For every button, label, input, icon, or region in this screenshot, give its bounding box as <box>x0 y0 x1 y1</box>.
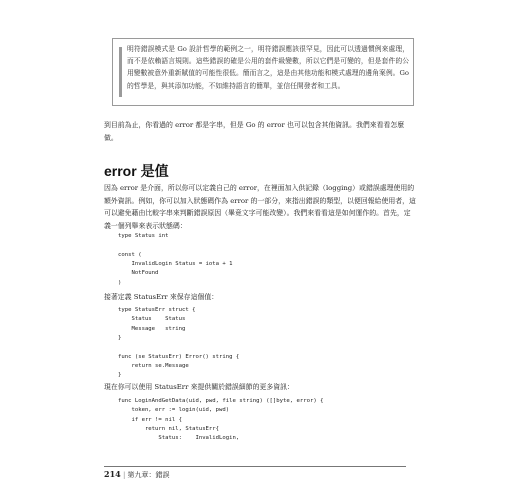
note-box <box>112 38 414 106</box>
page-footer <box>104 469 170 480</box>
intro-paragraph: 到目前為止，你看過的 error 都是字串，但是 Go 的 error 也可以包含其他資訊。我們來看看怎麼做。 <box>104 121 405 142</box>
code-block-login-func: func LoginAndGetData(uid, pwd, file string) ([]byte, error) { token, err := login(uid, pwd) if err != nil { return nil, StatusErr{ Status: InvalidLogin, <box>118 398 324 442</box>
chapter-title: 第九章：錯誤 <box>127 471 170 479</box>
code-block-status-enum: type Status int const ( InvalidLogin Status = iota + 1 NotFound ) <box>118 233 233 286</box>
note-text: 明符錯誤模式是 Go 設計哲學的範例之一，明符錯誤應該很罕見，因此可以透過慣例來處理，而不是依賴語言規則。這些錯誤的確是公用的套件級變數，所以它們是可變的，但是套件的公用變數被意外重新賦值的可能性很低。簡而言之，這是由其他功能和模式處理的邊角案例。Go 的哲學是，與其添加功能，不如維持語言的簡單，並信任開發者和工具。 <box>127 45 409 90</box>
code-block-status-err: type StatusErr struct { Status Status Message string } func (se StatusErr) Error() string { return se.Message } <box>118 307 240 379</box>
footer-separator: | <box>122 471 126 479</box>
page-number: 214 <box>104 469 121 479</box>
use-struct-paragraph: 現在你可以使用 StatusErr 來提供關於錯誤細節的更多資訊： <box>104 383 294 391</box>
section-heading: error 是值 <box>104 163 169 179</box>
define-struct-paragraph: 接著定義 StatusErr 來保存這個值： <box>104 293 219 301</box>
note-accent-bar <box>119 47 122 97</box>
footer-rule <box>104 466 406 467</box>
body-paragraph: 因為 error 是介面，所以你可以定義自己的 error，在裡面加入供記錄（logging）或錯誤處理使用的額外資訊。例如，你可以加入狀態碼作為 error 的一部分，來指出錯誤的類型，以便回報給使用者，這可以避免藉由比較字串來判斷錯誤原因（畢竟文字可能改變）。我們來看看這是如何運作的。首先，定義一個列舉來表示狀態碼： <box>104 184 416 230</box>
